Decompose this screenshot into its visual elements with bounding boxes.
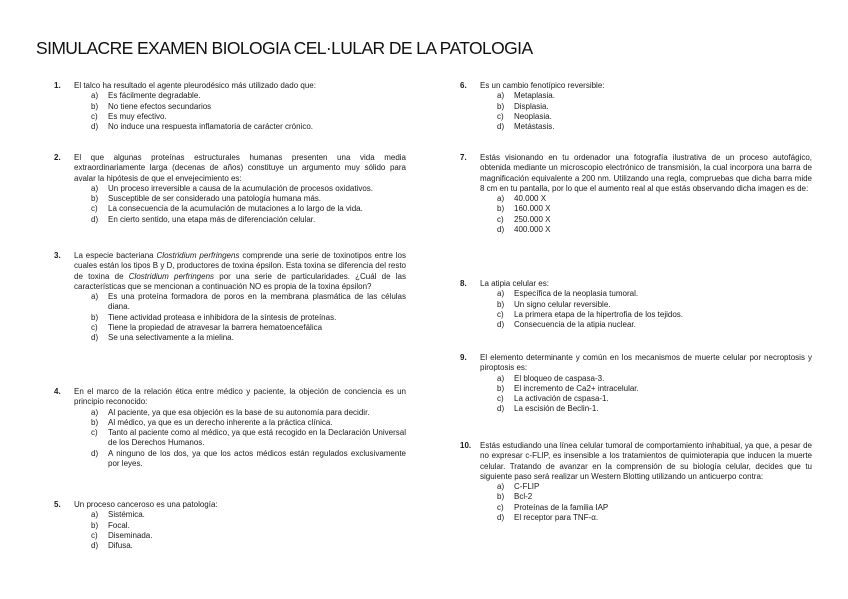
option-a <box>497 374 812 384</box>
option-text: Un proceso irreversible a causa de la acumulación de procesos oxidativos. <box>108 183 374 193</box>
option-letter: a) <box>497 482 505 492</box>
option-d <box>497 225 812 235</box>
option-c <box>497 215 812 225</box>
option-text: Consecuencia de la atipia nuclear. <box>514 320 636 330</box>
species-name: Clostridium perfringens <box>156 251 240 260</box>
option-text: Sistémica. <box>108 510 145 520</box>
option-a <box>91 510 406 520</box>
question-4 <box>54 387 406 469</box>
option-text: Se una selectivamente a la mielina. <box>108 333 234 343</box>
option-b <box>497 384 812 394</box>
option-text: A ninguno de los dos, ya que los actos médicos están regulados exclusivamente por leyes. <box>108 448 406 469</box>
option-letter: a) <box>91 292 99 302</box>
option-c <box>91 204 406 214</box>
option-letter: b) <box>497 204 505 214</box>
option-text: Al médico, ya que es un derecho inherente a la práctica clínica. <box>108 417 333 427</box>
question-1 <box>54 81 406 132</box>
option-letter: c) <box>91 323 98 333</box>
option-letter: b) <box>497 383 505 393</box>
option-letter: c) <box>497 309 504 319</box>
option-a <box>91 91 406 101</box>
question-text: Estás estudiando una línea celular tumoral de comportamiento inhabitual, ya que, a pesar de no expresar c-FLIP, es insensible a los tratamientos de quimioterapia que inducen la muerte celular. Tratando de avanzar en la comprensión de su biología celular, decides que tu siguiente paso será realizar un Western Blotting utilizando un anticuerpo contra: <box>480 441 812 481</box>
option-c <box>91 531 406 541</box>
question-text: La atipia celular es: <box>480 279 549 288</box>
option-text: 40.000 X <box>514 194 547 204</box>
option-b <box>91 102 406 112</box>
option-letter: b) <box>91 520 99 530</box>
question-6 <box>460 81 812 132</box>
option-d <box>91 215 406 225</box>
option-a <box>497 289 812 299</box>
option-text: Al paciente, ya que esa objeción es la base de su autonomía para decidir. <box>108 407 370 417</box>
option-text: 160.000 X <box>514 204 551 214</box>
option-a <box>497 482 812 492</box>
option-letter: a) <box>497 289 505 299</box>
option-text: Específica de la neoplasia tumoral. <box>514 289 639 299</box>
option-c <box>497 394 812 404</box>
question-text: El talco ha resultado el agente pleurodésico más utilizado dado que: <box>74 81 316 90</box>
question-8 <box>460 279 812 330</box>
option-d <box>91 449 406 470</box>
option-c <box>91 112 406 122</box>
question-text-part: por una serie de particularidades. ¿Cuál de las características que se mencionan a continuación NO es propia de la toxina épsilon? <box>74 271 407 291</box>
option-c <box>91 323 406 333</box>
species-name: Clostridium perfringens <box>128 271 215 281</box>
option-text: La activación de cspasa-1. <box>514 394 609 404</box>
option-letter: a) <box>91 183 99 193</box>
option-a <box>91 408 406 418</box>
option-a <box>91 292 406 313</box>
option-text: Tanto al paciente como al médico, ya que está recogido en la Declaración Universal de los Derechos Humanos. <box>108 428 406 448</box>
option-c <box>497 503 812 513</box>
option-letter: c) <box>497 214 504 224</box>
option-letter: d) <box>91 541 99 551</box>
question-text <box>74 251 406 292</box>
question-number: 8. <box>460 279 467 288</box>
option-letter: d) <box>91 214 99 224</box>
option-d <box>91 541 406 551</box>
option-d <box>91 122 406 132</box>
question-number: 3. <box>54 251 61 260</box>
option-letter: a) <box>91 407 99 417</box>
question-text: El elemento determinante y común en los mecanismos de muerte celular por necroptosis y piroptosis es: <box>480 353 812 373</box>
question-2 <box>54 153 406 225</box>
option-letter: a) <box>91 510 99 520</box>
option-b <box>91 194 406 204</box>
option-d <box>91 333 406 343</box>
option-c <box>497 112 812 122</box>
option-letter: a) <box>91 91 99 101</box>
option-text: El receptor para TNF-α. <box>514 513 599 523</box>
option-d <box>497 513 812 523</box>
option-text: Es muy efectivo. <box>108 111 167 121</box>
question-number: 10. <box>460 441 472 450</box>
option-text: Displasia. <box>514 101 549 111</box>
option-letter: c) <box>497 502 504 512</box>
option-text: En cierto sentido, una etapa más de diferenciación celular. <box>108 214 316 224</box>
option-text: Bcl-2 <box>514 492 533 502</box>
option-text: Diseminada. <box>108 530 153 540</box>
option-c <box>497 310 812 320</box>
option-c <box>91 428 406 449</box>
option-text: La escisión de Beclin-1. <box>514 404 599 414</box>
option-text: Difusa. <box>108 541 133 551</box>
option-d <box>497 404 812 414</box>
question-5 <box>54 500 406 551</box>
question-number: 1. <box>54 81 61 90</box>
option-text: Un signo celular reversible. <box>514 299 611 309</box>
option-letter: a) <box>497 194 505 204</box>
option-b <box>91 418 406 428</box>
option-letter: d) <box>91 122 99 132</box>
option-b <box>91 521 406 531</box>
option-d <box>497 320 812 330</box>
option-text: Tiene actividad proteasa e inhibidora de la síntesis de proteínas. <box>108 312 337 322</box>
question-number: 5. <box>54 500 61 509</box>
option-text: Focal. <box>108 520 130 530</box>
option-letter: b) <box>91 312 99 322</box>
option-text: 250.000 X <box>514 214 551 224</box>
option-letter: b) <box>497 492 505 502</box>
option-letter: b) <box>91 101 99 111</box>
option-letter: b) <box>91 194 99 204</box>
question-10 <box>460 441 812 523</box>
option-letter: c) <box>91 111 98 121</box>
option-letter: d) <box>91 448 99 458</box>
option-b <box>497 492 812 502</box>
option-text: El bloqueo de caspasa-3. <box>514 373 605 383</box>
option-letter: c) <box>91 428 98 438</box>
question-text-part: La especie bacteriana <box>74 251 157 260</box>
question-9 <box>460 353 812 415</box>
question-text-part: comprende una serie de toxinotipos entre los cuales están los tipos B y D, productores de toxina épsilon. Esta toxina se diferencia del resto de toxina de <box>74 251 407 281</box>
option-b <box>497 102 812 112</box>
question-number: 9. <box>460 353 467 362</box>
question-number: 7. <box>460 153 467 162</box>
option-letter: d) <box>91 333 99 343</box>
question-text: En el marco de la relación ética entre médico y paciente, la objeción de conciencia es un principio reconocido: <box>74 387 406 407</box>
option-b <box>497 204 812 214</box>
question-number: 2. <box>54 153 61 162</box>
option-letter: d) <box>497 513 505 523</box>
option-letter: d) <box>497 122 505 132</box>
option-letter: d) <box>497 320 505 330</box>
option-letter: c) <box>91 204 98 214</box>
option-text: El incremento de Ca2+ intracelular. <box>514 383 639 393</box>
question-3 <box>54 251 406 344</box>
option-letter: d) <box>497 225 505 235</box>
option-a <box>497 91 812 101</box>
question-text: Es un cambio fenotípico reversible: <box>480 81 605 90</box>
option-b <box>497 300 812 310</box>
option-text: La primera etapa de la hipertrofia de los tejidos. <box>514 309 683 319</box>
option-letter: b) <box>497 101 505 111</box>
option-letter: a) <box>497 373 505 383</box>
option-letter: b) <box>91 417 99 427</box>
option-letter: c) <box>497 111 504 121</box>
option-a <box>497 194 812 204</box>
option-text: C-FLIP <box>514 482 540 492</box>
question-text: Estás visionando en tu ordenador una fotografía ilustrativa de un proceso autofágico, obtenida mediante un microscopio electrónico de transmisión, la cual incorpora una barra de magnificación equivalente a 200 nm. Utilizando una regla, compruebas que dicha barra mide 8 cm en tu pantalla, por lo que el aumento real al que estás observando dicha imagen es de: <box>480 153 812 193</box>
option-text: Es fácilmente degradable. <box>108 91 201 101</box>
option-a <box>91 184 406 194</box>
option-text: Susceptible de ser considerado una patología humana más. <box>108 194 322 204</box>
option-text: Metástasis. <box>514 122 555 132</box>
option-text: No induce una respuesta inflamatoria de carácter crónico. <box>108 122 313 132</box>
question-7 <box>460 153 812 235</box>
option-text: Proteínas de la familia IAP <box>514 502 609 512</box>
question-text: Un proceso canceroso es una patología: <box>74 500 218 509</box>
option-b <box>91 313 406 323</box>
question-number: 6. <box>460 81 467 90</box>
option-text: La consecuencia de la acumulación de mutaciones a lo largo de la vida. <box>108 204 363 214</box>
option-letter: c) <box>91 530 98 540</box>
option-text: Tiene la propiedad de atravesar la barrera hematoencefálica <box>108 323 323 333</box>
option-text: Neoplasia. <box>514 111 552 121</box>
page-title: SIMULACRE EXAMEN BIOLOGIA CEL·LULAR DE LA PATOLOGIA <box>36 38 533 58</box>
option-text: Es una proteína formadora de poros en la membrana plasmática de las células diana. <box>108 292 406 312</box>
option-letter: a) <box>497 91 505 101</box>
option-d <box>497 122 812 132</box>
question-number: 4. <box>54 387 61 396</box>
option-text: 400.000 X <box>514 225 551 235</box>
option-text: No tiene efectos secundarios <box>108 101 212 111</box>
option-letter: d) <box>497 404 505 414</box>
option-letter: b) <box>497 299 505 309</box>
option-letter: c) <box>497 394 504 404</box>
option-text: Metaplasia. <box>514 91 555 101</box>
question-text: El que algunas proteínas estructurales humanas presenten una vida media extraordinariamente larga (decenas de años) constituye un argumento muy sólido para avalar la hipótesis de que el envejecimiento es: <box>74 153 406 183</box>
